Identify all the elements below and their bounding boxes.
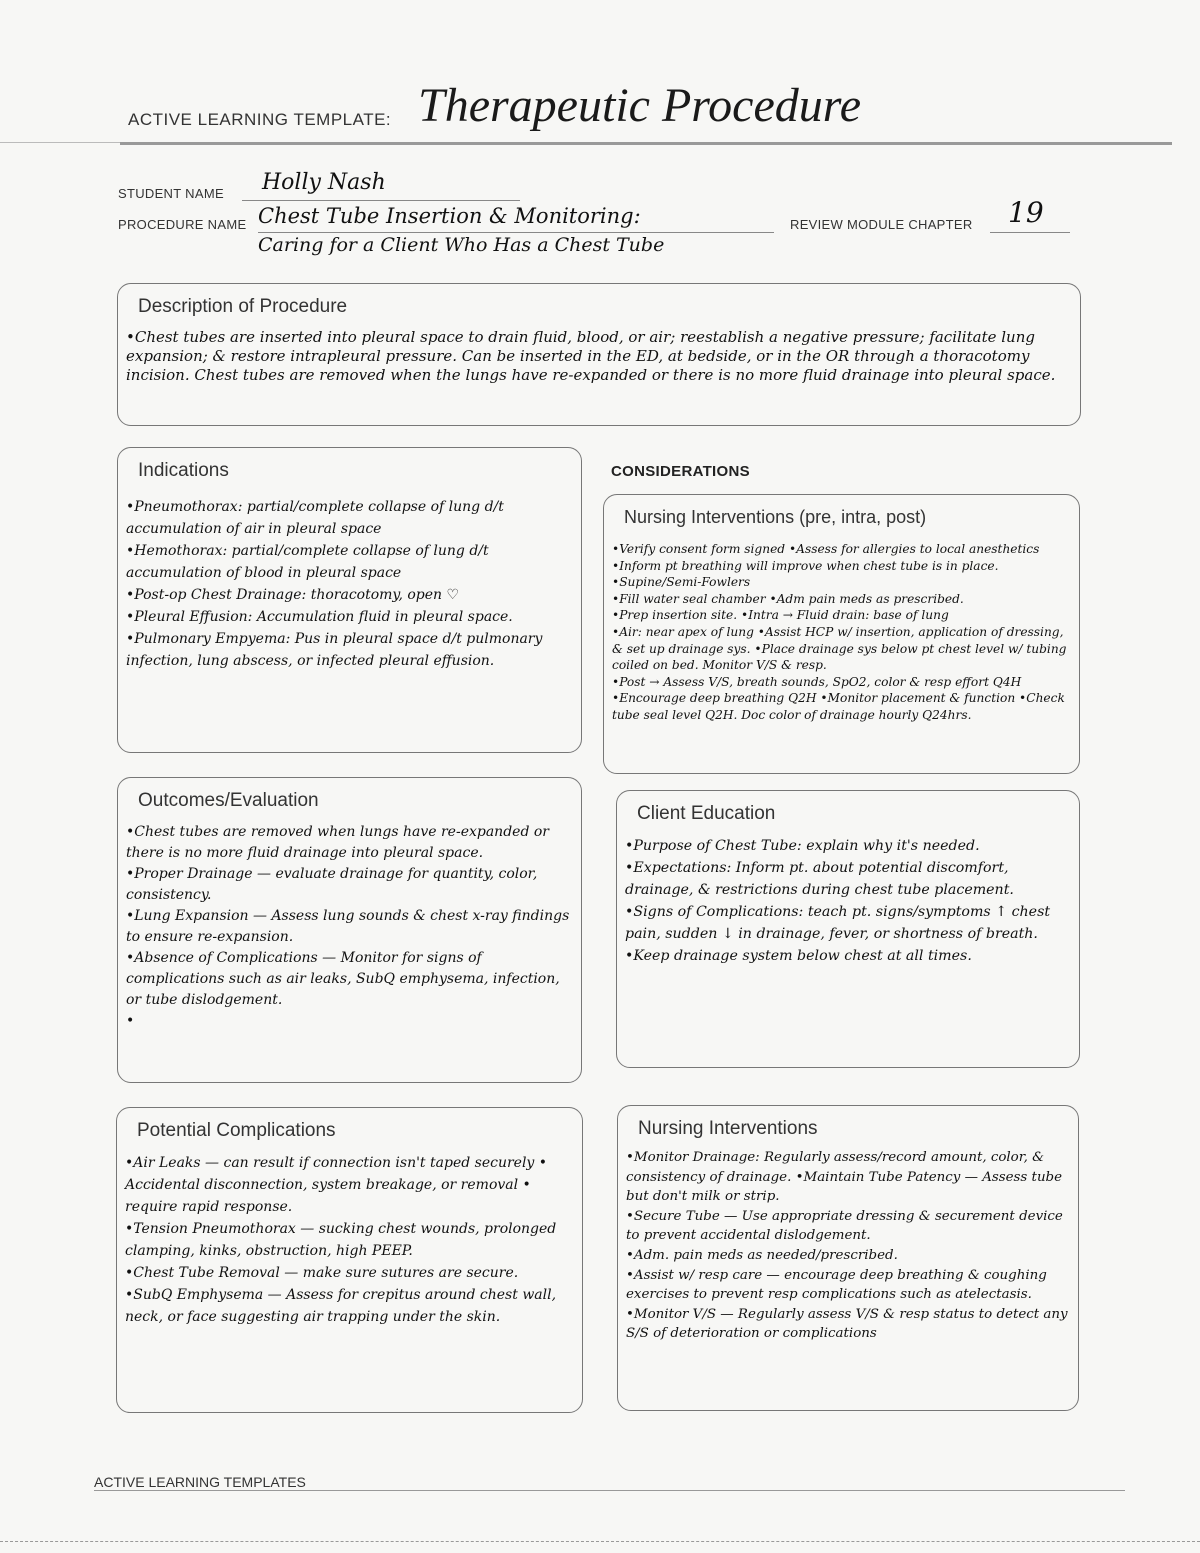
- list-item: •Expectations: Inform pt. about potential discomfort, drainage, & restrictions during chest tube placement.: [625, 860, 1014, 898]
- client-education-title: Client Education: [637, 803, 776, 824]
- indications-title: Indications: [138, 460, 229, 481]
- list-item: •Post-op Chest Drainage: thoracotomy, open ♡: [126, 587, 460, 603]
- template-label: ACTIVE LEARNING TEMPLATE:: [128, 110, 392, 129]
- list-item: •Lung Expansion — Assess lung sounds & chest x-ray findings to ensure re-expansion.: [126, 908, 570, 945]
- list-item: •Monitor Drainage: Regularly assess/record amount, color, & consistency of drainage. •Maintain Tube Patency — Assess tube but don't milk or strip.: [626, 1150, 1063, 1205]
- list-item: •Verify consent form signed •Assess for allergies to local anesthetics •Inform pt breathing will improve when chest tube is in place. •Supine/Semi-Fowlers: [612, 542, 1040, 590]
- list-item: •Tension Pneumothorax — sucking chest wounds, prolonged clamping, kinks, obstruction, high PEEP.: [125, 1221, 557, 1259]
- list-item: •Pneumothorax: partial/complete collapse of lung d/t accumulation of air in pleural space: [126, 499, 504, 537]
- list-item: •Assist w/ resp care — encourage deep breathing & coughing exercises to prevent resp complications such as atelectasis.: [626, 1267, 1047, 1303]
- potential-complications-title: Potential Complications: [137, 1120, 336, 1141]
- outcomes-title: Outcomes/Evaluation: [138, 790, 319, 811]
- procedure-name-label: PROCEDURE NAME: [118, 217, 247, 232]
- header-rule: [120, 142, 1172, 145]
- student-name-value: Holly Nash: [262, 170, 386, 195]
- footer-rule: [94, 1490, 1125, 1491]
- list-item: •: [126, 1013, 135, 1029]
- list-item: •Secure Tube — Use appropriate dressing & securement device to prevent accidental dislodgement.: [626, 1208, 1063, 1244]
- list-item: •Pulmonary Empyema: Pus in pleural space d/t pulmonary infection, lung abscess, or infected pleural effusion.: [126, 631, 543, 669]
- page-title: Therapeutic Procedure: [418, 79, 861, 132]
- list-item: •Monitor V/S — Regularly assess V/S & resp status to detect any S/S of deterioration or complications: [626, 1306, 1068, 1342]
- nursing-interventions-pip-box: [603, 494, 1080, 774]
- list-item: •Purpose of Chest Tube: explain why it's needed.: [625, 838, 980, 854]
- procedure-name-value-line2: Caring for a Client Who Has a Chest Tube: [258, 234, 665, 256]
- review-module-line: [990, 232, 1070, 233]
- list-item: •Absence of Complications — Monitor for signs of complications such as air leaks, SubQ emphysema, infection, or tube dislodgement.: [126, 950, 560, 1008]
- list-item: •Post → Assess V/S, breath sounds, SpO2, color & resp effort Q4H •Encourage deep breathing Q2H •Monitor placement & function •Check tube seal level Q2H. Doc color of drainage hourly Q24hrs.: [612, 674, 1065, 722]
- list-item: •Air Leaks — can result if connection isn't taped securely • Accidental disconnection, system breakage, or removal • require rapid response.: [125, 1155, 548, 1215]
- procedure-name-value-line1: Chest Tube Insertion & Monitoring:: [258, 204, 641, 228]
- outcomes-box: [117, 777, 582, 1083]
- list-item: •Prep insertion site. •Intra → Fluid drain: base of lung: [612, 608, 949, 623]
- list-item: •SubQ Emphysema — Assess for crepitus around chest wall, neck, or face suggesting air trapping under the skin.: [125, 1287, 557, 1325]
- student-name-line: [242, 200, 520, 201]
- list-item: •Proper Drainage — evaluate drainage for quantity, color, consistency.: [126, 866, 538, 903]
- potential-complications-list: [125, 1152, 576, 1328]
- description-title: Description of Procedure: [138, 296, 348, 317]
- client-education-box: [616, 790, 1080, 1068]
- review-module-label: REVIEW MODULE CHAPTER: [790, 217, 973, 232]
- nursing-interventions-box: [617, 1105, 1079, 1411]
- nursing-interventions-pip-list: [612, 541, 1073, 724]
- considerations-label: CONSIDERATIONS: [611, 463, 750, 480]
- list-item: •Fill water seal chamber •Adm pain meds as prescribed.: [612, 591, 964, 606]
- description-text: •Chest tubes are inserted into pleural space to drain fluid, blood, or air; reestablish a negative pressure; facilitate lung expansion; & restore intrapleural pressure. Can be inserted in the ED, at bedside, or in the OR through a thoracotomy incision. Chest tubes are removed when the lungs have re-expanded or there is no more fluid drainage into pleural space.: [126, 328, 1056, 384]
- review-module-value: 19: [1008, 196, 1044, 229]
- potential-complications-box: [116, 1107, 583, 1413]
- nursing-interventions-pip-title: Nursing Interventions (pre, intra, post): [624, 507, 927, 527]
- procedure-name-line: [258, 232, 774, 233]
- list-item: •Signs of Complications: teach pt. signs/symptoms ↑ chest pain, sudden ↓ in drainage, fever, or shortness of breath. •Keep drainage system below chest at all times.: [625, 904, 1051, 964]
- list-item: •Chest tubes are removed when lungs have re-expanded or there is no more fluid drainage into pleural space.: [126, 824, 549, 861]
- list-item: •Pleural Effusion: Accumulation fluid in pleural space.: [126, 609, 513, 625]
- page-bottom-edge: [0, 1541, 1200, 1542]
- footer-text: ACTIVE LEARNING TEMPLATES: [94, 1474, 306, 1490]
- top-left-rule: [0, 142, 120, 143]
- nursing-interventions-list: [626, 1148, 1072, 1344]
- list-item: •Air: near apex of lung •Assist HCP w/ insertion, application of dressing, & set up drainage sys. •Place drainage sys below pt chest level w/ tubing coiled on bed. Monitor V/S & resp.: [612, 624, 1067, 673]
- outcomes-list: [126, 822, 575, 1032]
- description-box: [117, 283, 1081, 426]
- list-item: •Adm. pain meds as needed/prescribed.: [626, 1247, 898, 1263]
- list-item: •Chest Tube Removal — make sure sutures are secure.: [125, 1265, 519, 1281]
- nursing-interventions-title: Nursing Interventions: [638, 1118, 818, 1139]
- list-item: •Hemothorax: partial/complete collapse of lung d/t accumulation of blood in pleural space: [126, 543, 489, 581]
- indications-box: [117, 447, 582, 753]
- client-education-list: [625, 835, 1073, 967]
- student-name-label: STUDENT NAME: [118, 186, 224, 201]
- indications-list: [126, 496, 575, 672]
